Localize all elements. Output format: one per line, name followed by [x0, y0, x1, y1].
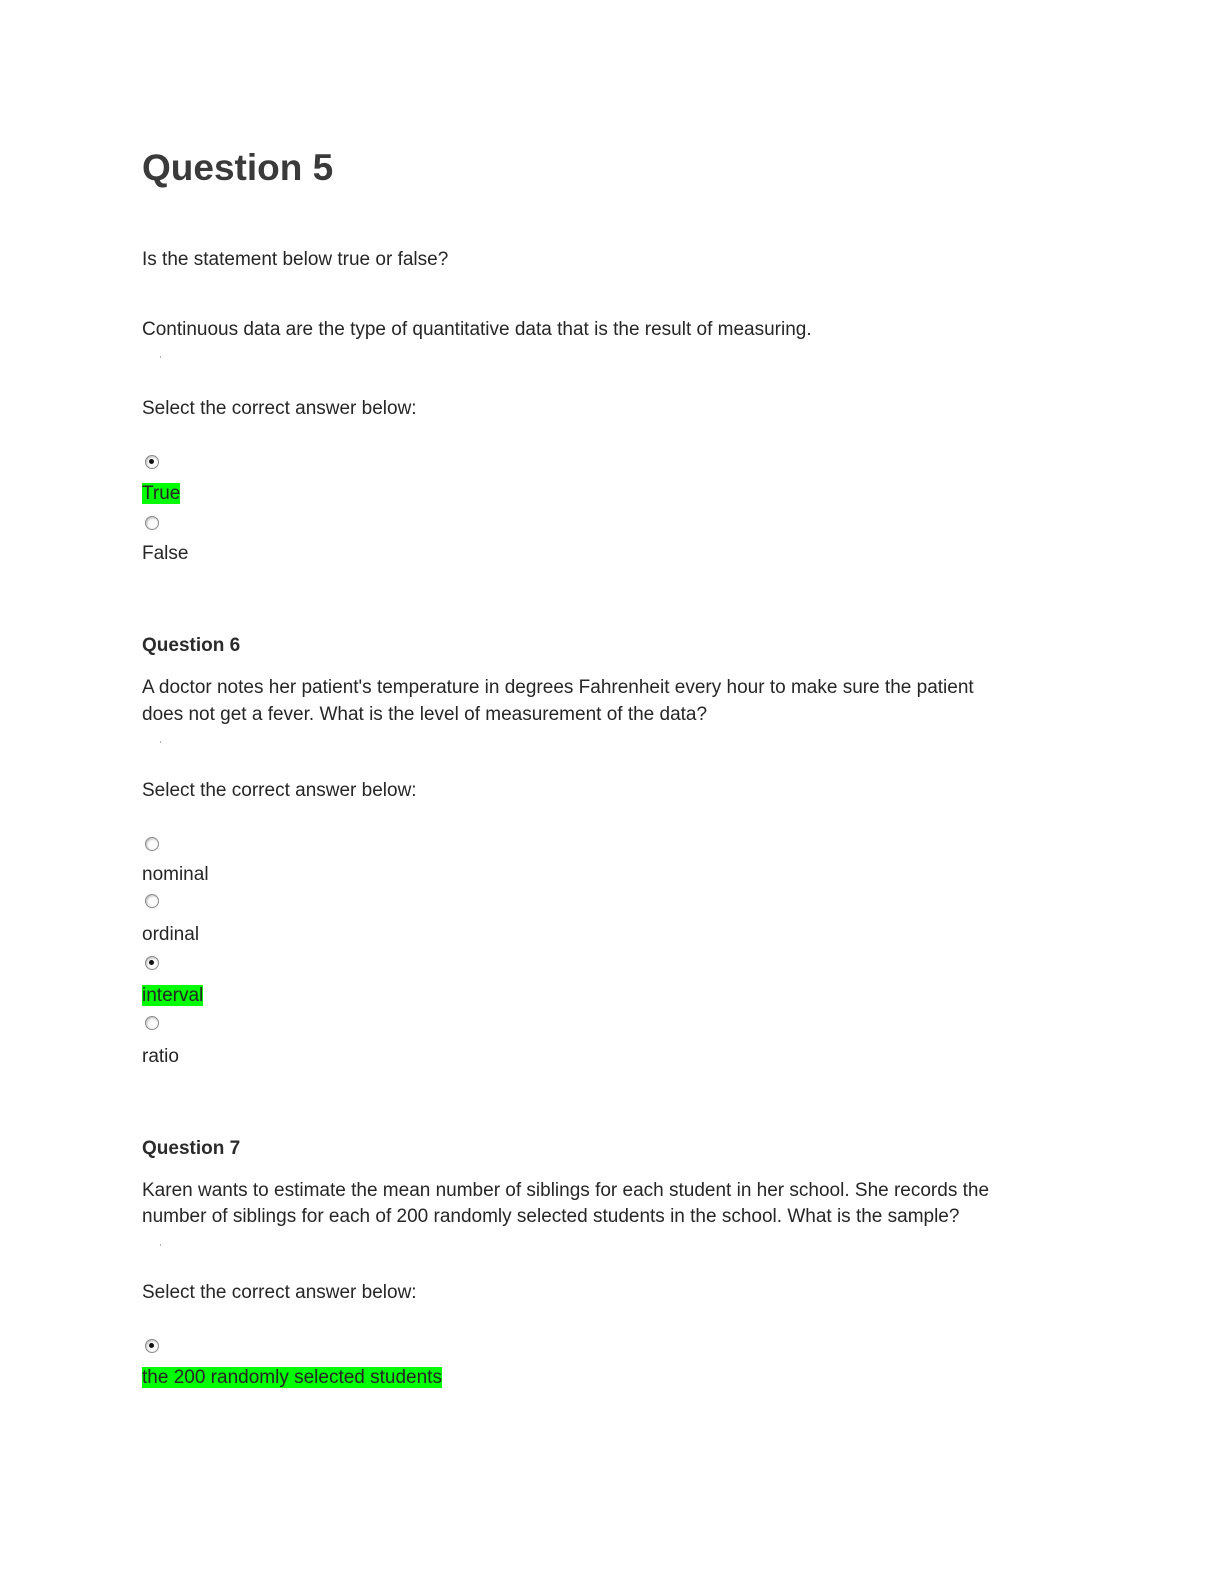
option-q5-false[interactable]: False	[142, 543, 189, 564]
question-5-title: Question 5	[142, 147, 334, 188]
option-q6-nominal[interactable]: nominal	[142, 864, 209, 885]
answer-highlight: interval	[142, 985, 204, 1006]
option-q6-ratio[interactable]: ratio	[142, 1046, 179, 1067]
answer-highlight: the 200 randomly selected students	[142, 1367, 442, 1388]
radio-q6-ratio[interactable]	[145, 1016, 159, 1030]
question-7-instruction: Select the correct answer below:	[142, 1282, 417, 1303]
question-7-text-line1: Karen wants to estimate the mean number of siblings for each student in her school. She records the	[142, 1180, 990, 1201]
radio-q5-true[interactable]	[145, 455, 159, 469]
question-7-title: Question 7	[142, 1138, 241, 1159]
divider-mark	[160, 356, 161, 358]
question-5-instruction: Select the correct answer below:	[142, 398, 417, 419]
radio-q6-ordinal[interactable]	[145, 894, 159, 908]
option-q7-sample[interactable]	[142, 1364, 442, 1391]
question-6-text-line1: A doctor notes her patient's temperature in degrees Fahrenheit every hour to make sure the patient	[142, 677, 974, 698]
option-q6-interval[interactable]	[142, 982, 203, 1009]
radio-q5-false[interactable]	[145, 516, 159, 530]
question-5-prompt: Is the statement below true or false?	[142, 249, 449, 270]
radio-q7-sample[interactable]	[145, 1339, 159, 1353]
divider-mark	[160, 741, 161, 743]
divider-mark	[160, 1244, 161, 1246]
radio-q6-interval[interactable]	[145, 956, 159, 970]
question-6-title: Question 6	[142, 635, 241, 656]
option-q6-ordinal[interactable]: ordinal	[142, 924, 200, 945]
question-7-text-line2: number of siblings for each of 200 randomly selected students in the school. What is the sample?	[142, 1206, 960, 1227]
answer-highlight: True	[142, 483, 181, 504]
radio-q6-nominal[interactable]	[145, 837, 159, 851]
option-q5-true[interactable]	[142, 480, 180, 507]
question-6-instruction: Select the correct answer below:	[142, 780, 417, 801]
question-5-statement: Continuous data are the type of quantitative data that is the result of measuring.	[142, 319, 812, 340]
question-6-text-line2: does not get a fever. What is the level of measurement of the data?	[142, 704, 708, 725]
